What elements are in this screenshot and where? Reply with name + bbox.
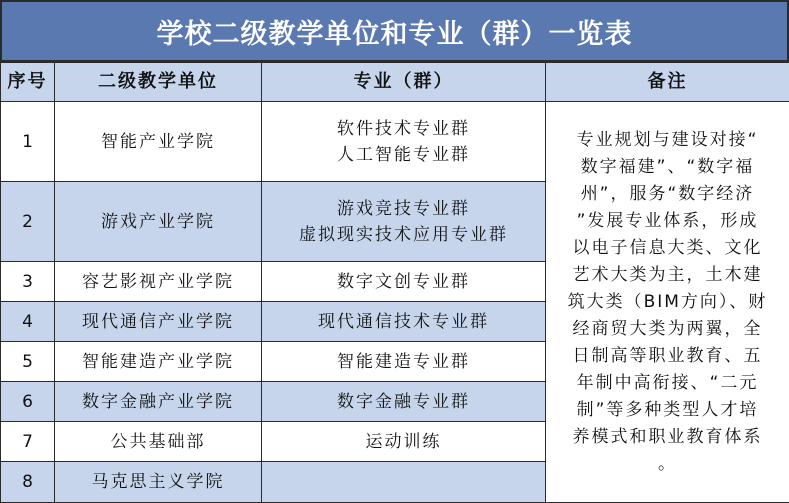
header-index: 序号	[1, 63, 55, 102]
note-line: ”发展专业体系，形成	[558, 208, 777, 235]
row-majors: 数字金融专业群	[262, 382, 546, 422]
note-line: 专业规划与建设对接“	[558, 127, 777, 154]
row-majors: 运动训练	[262, 422, 546, 462]
row-unit: 现代通信产业学院	[55, 302, 262, 342]
row-unit: 公共基础部	[55, 422, 262, 462]
row-majors: 现代通信技术专业群	[262, 302, 546, 342]
note-line: 数字福建”、“数字福	[558, 154, 777, 181]
row-majors: 智能建造专业群	[262, 342, 546, 382]
row-unit: 智能产业学院	[55, 102, 262, 182]
note-line: 经商贸大类为两翼，全	[558, 316, 777, 343]
major-item: 软件技术专业群	[262, 116, 545, 142]
header-major: 专业（群）	[262, 63, 546, 102]
row-majors	[262, 462, 546, 503]
header-unit: 二级教学单位	[55, 63, 262, 102]
note-line: 日制高等职业教育、五	[558, 343, 777, 370]
note-line: 以电子信息大类、文化	[558, 235, 777, 262]
note-line: 艺术大类为主，土木建	[558, 262, 777, 289]
row-index: 6	[1, 382, 55, 422]
table-row	[1, 102, 789, 182]
note-line: 制”等多种类型人才培	[558, 397, 777, 424]
row-index: 3	[1, 262, 55, 302]
note-cell	[546, 102, 789, 503]
row-majors	[262, 182, 546, 262]
units-table	[0, 62, 789, 503]
row-unit: 马克思主义学院	[55, 462, 262, 503]
major-item: 虚拟现实技术应用专业群	[262, 222, 545, 248]
row-index: 8	[1, 462, 55, 503]
header-note: 备注	[546, 63, 789, 102]
note-line: 州”，服务“数字经济	[558, 181, 777, 208]
row-unit: 数字金融产业学院	[55, 382, 262, 422]
row-index: 5	[1, 342, 55, 382]
major-item: 人工智能专业群	[262, 142, 545, 168]
row-majors	[262, 102, 546, 182]
row-index: 4	[1, 302, 55, 342]
row-index: 7	[1, 422, 55, 462]
major-item: 游戏竞技专业群	[262, 196, 545, 222]
table-title: 学校二级教学单位和专业（群）一览表	[0, 0, 789, 62]
row-index: 1	[1, 102, 55, 182]
row-majors: 数字文创专业群	[262, 262, 546, 302]
row-unit: 容艺影视产业学院	[55, 262, 262, 302]
header-row	[1, 63, 789, 102]
note-line: 年制中高衔接、“二元	[558, 370, 777, 397]
note-line: 筑大类（BIM方向）、财	[558, 289, 777, 316]
note-line: 。	[558, 451, 777, 478]
row-unit: 游戏产业学院	[55, 182, 262, 262]
note-line: 养模式和职业教育体系	[558, 424, 777, 451]
row-unit: 智能建造产业学院	[55, 342, 262, 382]
row-index: 2	[1, 182, 55, 262]
